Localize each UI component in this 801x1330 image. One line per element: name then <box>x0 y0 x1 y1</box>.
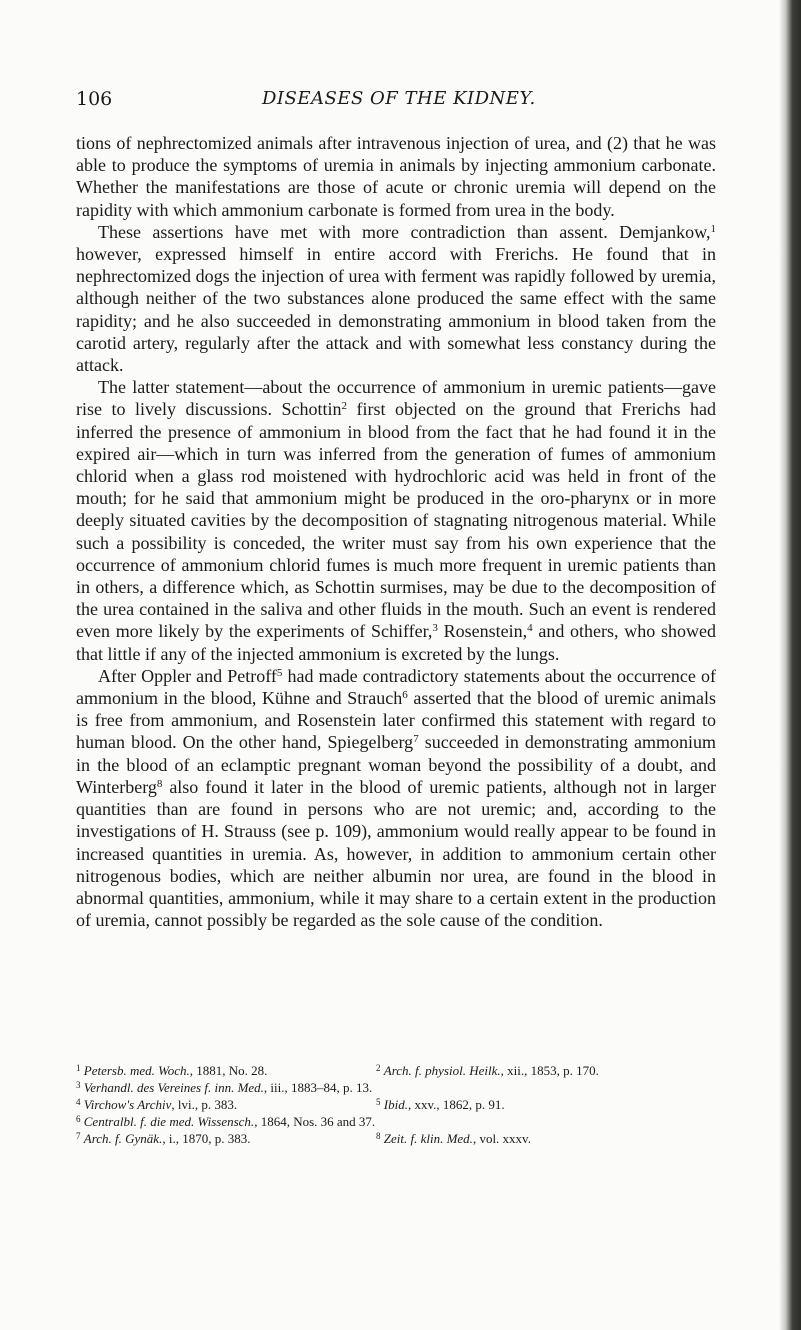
footnote-number: 8 <box>376 1131 381 1141</box>
footnote-number: 4 <box>76 1097 81 1107</box>
paragraph-3-text-b: first objected on the ground that Frerichs had inferred the presence of ammonium in blood from the fact that he had found it in the expired air—which in turn was inferred from the generation of fumes of ammonium chlorid when a glass rod moistened with hydrochloric acid was held in front of the mouth; for he said that ammonium might be produced in the oro-pharynx or in more deeply situated cavities by the decomposition of stagnating nitrogenous material. While such a possibility is conceded, the writer must say from his own experience that the occurrence of ammonium chlorid fumes is much more frequent in uremic patients than in others, a difference which, as Schottin surmises, may be due to the decomposition of the urea contained in the saliva and other fluids in the mouth. Such an event is rendered even more likely by the experiments of Schiffer, <box>76 399 716 642</box>
footnote-ref-7[interactable]: 7 <box>413 733 419 746</box>
footnote-title: Verhandl. des Vereines f. inn. Med. <box>83 1080 264 1095</box>
paragraph-4-text-b: had made contradictory statements about the occurrence of ammonium in the blood, Kühne and Strauch <box>76 665 716 709</box>
footnote-number: 5 <box>376 1097 381 1107</box>
page-number: 106 <box>76 88 113 110</box>
footnote-1 <box>76 1062 376 1079</box>
footnote-row <box>76 1096 716 1113</box>
footnote-detail: , vol. xxxv. <box>472 1131 531 1146</box>
footnote-title: Zeit. f. klin. Med. <box>383 1131 473 1146</box>
footnote-2 <box>376 1062 716 1079</box>
footnote-6 <box>76 1113 375 1130</box>
paragraph-3-text-a: The latter statement—about the occurrence of ammonium in uremic patients—gave rise to lively discussions. Schottin <box>76 377 716 420</box>
footnote-title: Centralbl. f. die med. Wissensch. <box>83 1114 255 1129</box>
footnote-title: Petersb. med. Woch. <box>83 1063 190 1078</box>
paragraph-4-text-c: asserted that the blood of uremic animals is free from ammonium, and Rosenstein later confirmed this statement with regard to human blood. On the other hand, Spiegelberg <box>76 688 716 753</box>
footnote-detail: , xxv., 1862, p. 91. <box>407 1097 505 1112</box>
footnote-row <box>76 1062 716 1079</box>
footnote-number: 2 <box>376 1063 381 1073</box>
footnote-title: Arch. f. Gynäk. <box>83 1131 163 1146</box>
footnote-row <box>76 1113 716 1130</box>
footnote-ref-1[interactable]: 1 <box>710 222 716 235</box>
footnote-row <box>76 1130 716 1147</box>
paragraph-2-text-a: These assertions have met with more contradiction than assent. Demjankow, <box>98 221 711 242</box>
footnote-number: 3 <box>76 1080 81 1090</box>
footnote-title: Arch. f. physiol. Heilk. <box>383 1063 501 1078</box>
footnotes <box>76 1062 716 1147</box>
footnote-ref-2[interactable]: 2 <box>341 400 348 413</box>
paragraph-4 <box>76 665 716 931</box>
paragraph-3-text-d: and others, who showed that little if any of the injected ammonium is excreted by the lungs. <box>76 621 716 664</box>
footnote-ref-4[interactable]: 4 <box>527 622 533 635</box>
footnote-title: Ibid. <box>383 1097 408 1112</box>
footnote-ref-5[interactable]: 5 <box>276 666 283 679</box>
footnote-title: Virchow's Archiv <box>83 1097 172 1112</box>
footnote-number: 1 <box>76 1063 81 1073</box>
paragraph-1 <box>76 132 716 221</box>
body-text <box>76 132 716 931</box>
paragraph-2-text-b: however, expressed himself in entire accord with Frerichs. He found that in nephrectomized dogs the injection of urea with ferment was rapidly followed by uremia, although neither of the two substances alone produced the same effect with the same rapidity; and he also succeeded in demonstrating ammonium in blood taken from the carotid artery, regularly after the attack and with somewhat less constancy during the attack. <box>76 244 716 376</box>
page-edge-shadow <box>779 0 801 1330</box>
paragraph-4-text-d: succeeded in demonstrating ammonium in the blood of an eclamptic pregnant woman beyond the possibility of a doubt, and Winterberg <box>76 732 716 797</box>
running-head: DISEASES OF THE KIDNEY. <box>262 88 536 109</box>
footnote-detail: , 1881, No. 28. <box>189 1063 268 1078</box>
footnote-ref-3[interactable]: 3 <box>432 622 438 635</box>
footnote-4 <box>76 1096 376 1113</box>
paragraph-4-text-a: After Oppler and Petroff <box>98 665 277 686</box>
footnote-8 <box>376 1130 716 1147</box>
footnote-5 <box>376 1096 716 1113</box>
paragraph-4-text-e: also found it later in the blood of uremic patients, although not in larger quantities than are found in persons who are not uremic; and, according to the investigations of H. Strauss (see p. 109), ammonium would really appear to be found in increased quantities in uremia. As, however, in addition to ammonium certain other nitrogenous bodies, which are neither albumin nor urea, are found in the blood in abnormal quantities, ammonium, while it may share to a certain extent in the production of uremia, cannot possibly be regarded as the sole cause of the condition. <box>76 776 716 931</box>
footnote-row <box>76 1079 716 1096</box>
paragraph-1-text: tions of nephrectomized animals after intravenous injection of urea, and (2) that he was able to produce the symptoms of uremia in animals by injecting ammonium carbonate. Whether the manifestations are those of acute or chronic uremia will depend on the rapidity with which ammonium carbonate is formed from urea in the body. <box>76 133 716 220</box>
footnote-3 <box>76 1079 372 1096</box>
footnote-detail: , i., 1870, p. 383. <box>162 1131 251 1146</box>
paragraph-2 <box>76 221 716 376</box>
footnote-detail: , lvi., p. 383. <box>171 1097 238 1112</box>
paragraph-3-text-c: Rosenstein, <box>437 621 528 642</box>
page-header <box>76 88 716 114</box>
footnote-detail: , xii., 1853, p. 170. <box>500 1063 599 1078</box>
footnote-ref-6[interactable]: 6 <box>402 689 408 702</box>
footnote-7 <box>76 1130 376 1147</box>
footnote-number: 7 <box>76 1131 81 1141</box>
footnote-ref-8[interactable]: 8 <box>156 777 163 790</box>
footnote-detail: , 1864, Nos. 36 and 37. <box>254 1114 376 1129</box>
footnote-number: 6 <box>76 1114 81 1124</box>
footnote-detail: , iii., 1883–84, p. 13. <box>263 1080 373 1095</box>
paragraph-3 <box>76 376 716 665</box>
